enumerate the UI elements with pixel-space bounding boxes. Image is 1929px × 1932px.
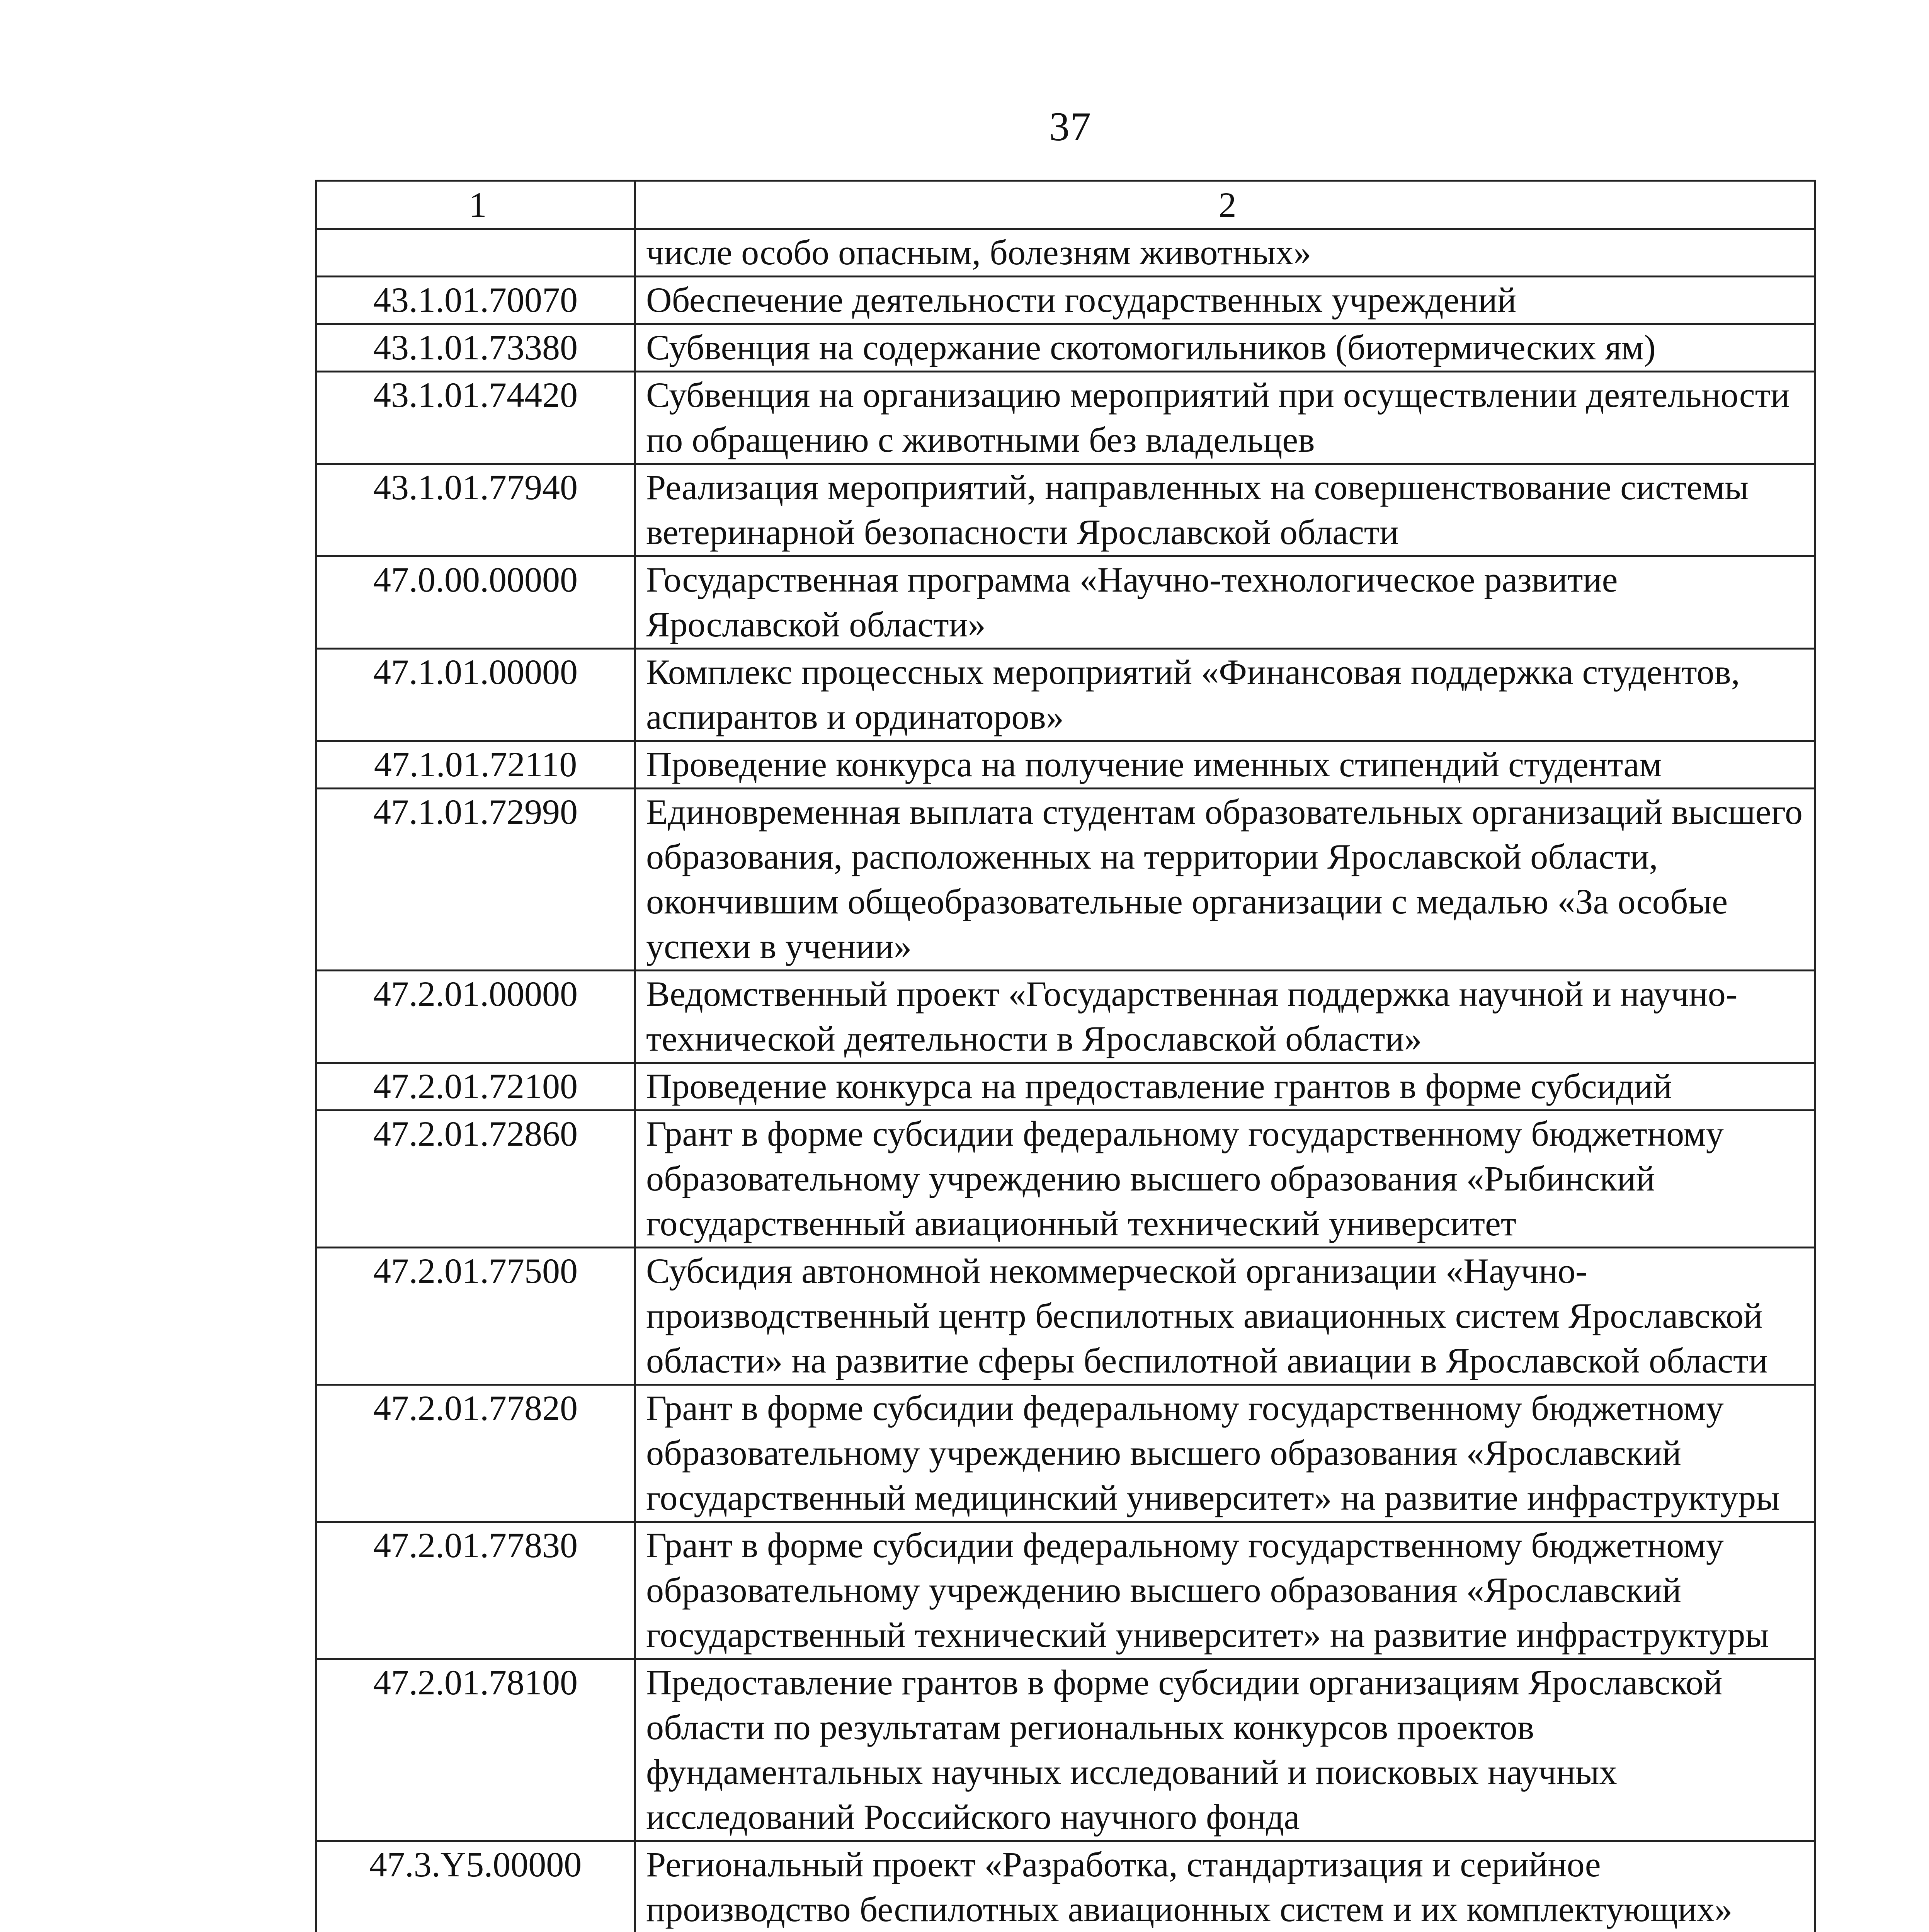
row-code: 43.1.01.77940 xyxy=(316,464,635,556)
row-code: 43.1.01.73380 xyxy=(316,324,635,372)
page-number: 37 xyxy=(1049,104,1092,149)
row-description: числе особо опасным, болезням животных» xyxy=(635,229,1815,277)
row-description: Грант в форме субсидии федеральному государственному бюджетному образовательному учреждению высшего образования «Ярославский государственный медицинский университет» на развитие инфраструктуры xyxy=(635,1385,1815,1522)
row-description: Субвенция на организацию мероприятий при осуществлении деятельности по обращению с животными без владельцев xyxy=(635,372,1815,464)
row-code: 47.2.01.72860 xyxy=(316,1111,635,1248)
row-code: 47.2.01.77820 xyxy=(316,1385,635,1522)
table-row xyxy=(316,277,1815,324)
column-header-code: 1 xyxy=(316,181,635,229)
classification-table xyxy=(315,180,1816,1932)
row-code: 47.2.01.78100 xyxy=(316,1659,635,1841)
row-description: Субсидия автономной некоммерческой организации «Научно-производственный центр беспилотных авиационных систем Ярославской области» на развитие сферы беспилотной авиации в Ярославской области xyxy=(635,1248,1815,1385)
table-row xyxy=(316,556,1815,649)
table-row xyxy=(316,1659,1815,1841)
row-description: Проведение конкурса на получение именных стипендий студентам xyxy=(635,741,1815,789)
row-code: 43.1.01.74420 xyxy=(316,372,635,464)
row-description: Комплекс процессных мероприятий «Финансовая поддержка студентов, аспирантов и ординаторов» xyxy=(635,649,1815,741)
row-description: Проведение конкурса на предоставление грантов в форме субсидий xyxy=(635,1063,1815,1111)
table-header-row xyxy=(316,181,1815,229)
row-description: Ведомственный проект «Государственная поддержка научной и научно-технической деятельности в Ярославской области» xyxy=(635,971,1815,1063)
row-description: Государственная программа «Научно-технологическое развитие Ярославской области» xyxy=(635,556,1815,649)
row-description: Субвенция на содержание скотомогильников (биотермических ям) xyxy=(635,324,1815,372)
row-code: 47.2.01.77500 xyxy=(316,1248,635,1385)
row-description: Реализация мероприятий, направленных на совершенствование системы ветеринарной безопасности Ярославской области xyxy=(635,464,1815,556)
row-code xyxy=(316,229,635,277)
row-description: Обеспечение деятельности государственных учреждений xyxy=(635,277,1815,324)
column-header-description: 2 xyxy=(635,181,1815,229)
row-description: Грант в форме субсидии федеральному государственному бюджетному образовательному учреждению высшего образования «Рыбинский государственный авиационный технический университет xyxy=(635,1111,1815,1248)
table-row xyxy=(316,1841,1815,1932)
row-code: 47.1.01.72990 xyxy=(316,789,635,971)
row-description: Грант в форме субсидии федеральному государственному бюджетному образовательному учреждению высшего образования «Ярославский государственный технический университет» на развитие инфраструктуры xyxy=(635,1522,1815,1659)
row-code: 47.1.01.72110 xyxy=(316,741,635,789)
table-row xyxy=(316,1248,1815,1385)
row-code: 43.1.01.70070 xyxy=(316,277,635,324)
row-code: 47.3.Y5.00000 xyxy=(316,1841,635,1932)
table-row xyxy=(316,464,1815,556)
table-row xyxy=(316,1063,1815,1111)
table-row xyxy=(316,649,1815,741)
table-row xyxy=(316,971,1815,1063)
row-description: Региональный проект «Разработка, стандартизация и серийное производство беспилотных авиационных систем и их комплектующих» xyxy=(635,1841,1815,1932)
table-row xyxy=(316,372,1815,464)
table-row xyxy=(316,789,1815,971)
row-code: 47.2.01.00000 xyxy=(316,971,635,1063)
row-description: Предоставление грантов в форме субсидии организациям Ярославской области по результатам региональных конкурсов проектов фундаментальных научных исследований и поисковых научных исследований Российского научного фонда xyxy=(635,1659,1815,1841)
table-row xyxy=(316,229,1815,277)
row-code: 47.2.01.72100 xyxy=(316,1063,635,1111)
row-code: 47.1.01.00000 xyxy=(316,649,635,741)
row-description: Единовременная выплата студентам образовательных организаций высшего образования, расположенных на территории Ярославской области, окончившим общеобразовательные организации с медалью «За особые успехи в учении» xyxy=(635,789,1815,971)
row-code: 47.0.00.00000 xyxy=(316,556,635,649)
table-row xyxy=(316,741,1815,789)
table-row xyxy=(316,1385,1815,1522)
table-row xyxy=(316,324,1815,372)
table-row xyxy=(316,1522,1815,1659)
row-code: 47.2.01.77830 xyxy=(316,1522,635,1659)
table-row xyxy=(316,1111,1815,1248)
